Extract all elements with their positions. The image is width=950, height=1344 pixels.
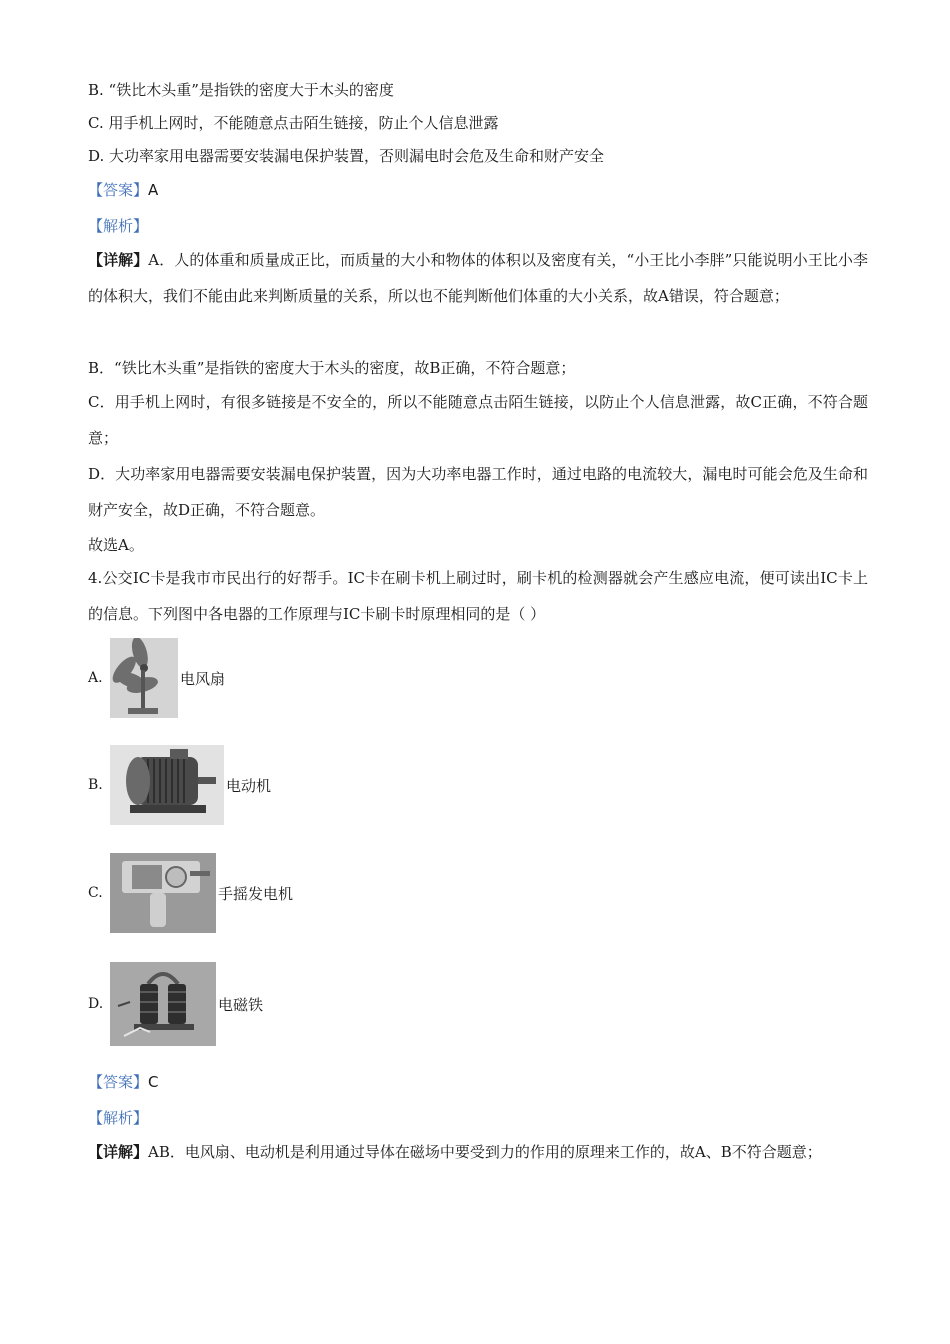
answer-value: C <box>148 1073 159 1091</box>
electromagnet-photo-icon <box>110 962 216 1046</box>
q4-answer <box>88 1072 159 1092</box>
q4-analysis-tag: 【解析】 <box>88 1109 149 1127</box>
answer-value: A <box>148 181 159 199</box>
option-label: 电动机 <box>226 776 272 795</box>
option-a <box>88 638 225 718</box>
hand-crank-generator-photo-icon <box>110 853 216 933</box>
prev-option-c: C. 用手机上网时，不能随意点击陌生链接，防止个人信息泄露 <box>88 114 499 132</box>
prev-analysis-tag: 【解析】 <box>88 217 149 235</box>
prev-option-d: D. 大功率家用电器需要安装漏电保护装置，否则漏电时会危及生命和财产安全 <box>88 147 605 165</box>
prev-conclusion: 故选A。 <box>88 536 144 554</box>
option-b <box>88 745 271 825</box>
detail-tag: 【详解】 <box>88 251 149 269</box>
option-d <box>88 962 263 1046</box>
option-letter: A. <box>88 670 103 686</box>
prev-detail-b: B．“铁比木头重”是指铁的密度大于木头的密度，故B正确，不符合题意； <box>88 359 576 377</box>
option-letter: D. <box>88 996 104 1012</box>
detail-a-text: A．人的体重和质量成正比，而质量的大小和物体的体积以及密度有关，“小王比小李胖”只能说明小王比小李的体积大，我们不能由此来判断质量的关系，所以也不能判断他们体重的大小关系，故A错误，符合题意； <box>88 251 868 305</box>
option-letter: C. <box>88 885 103 901</box>
prev-detail-c: C．用手机上网时，有很多链接是不安全的，所以不能随意点击陌生链接，以防止个人信息泄露，故C正确，不符合题意； <box>88 393 868 447</box>
option-label: 电风扇 <box>180 669 226 688</box>
detail-ab-text: AB．电风扇、电动机是利用通过导体在磁场中要受到力的作用的原理来工作的，故A、B不符合题意； <box>148 1143 822 1161</box>
answer-tag: 【答案】 <box>88 181 149 199</box>
option-letter: B. <box>88 777 103 793</box>
prev-detail-a <box>88 242 868 314</box>
option-c <box>88 853 293 933</box>
electric-fan-photo-icon <box>110 638 178 718</box>
answer-tag: 【答案】 <box>88 1073 149 1091</box>
prev-option-b: B. “铁比木头重”是指铁的密度大于木头的密度 <box>88 81 394 99</box>
option-label: 手摇发电机 <box>218 884 294 903</box>
q4-detail-ab <box>88 1134 868 1170</box>
detail-tag: 【详解】 <box>88 1143 149 1161</box>
prev-answer <box>88 180 158 200</box>
question-4-stem: 4.公交IC卡是我市市民出行的好帮手。IC卡在刷卡机上刷过时，刷卡机的检测器就会产生感应电流，便可读出IC卡上的信息。下列图中各电器的工作原理与IC卡刷卡时原理相同的是（ ） <box>88 569 868 623</box>
prev-detail-d: D．大功率家用电器需要安装漏电保护装置，因为大功率电器工作时，通过电路的电流较大，漏电时可能会危及生命和财产安全，故D正确，不符合题意。 <box>88 465 868 519</box>
option-label: 电磁铁 <box>218 995 264 1014</box>
electric-motor-photo-icon <box>110 745 224 825</box>
